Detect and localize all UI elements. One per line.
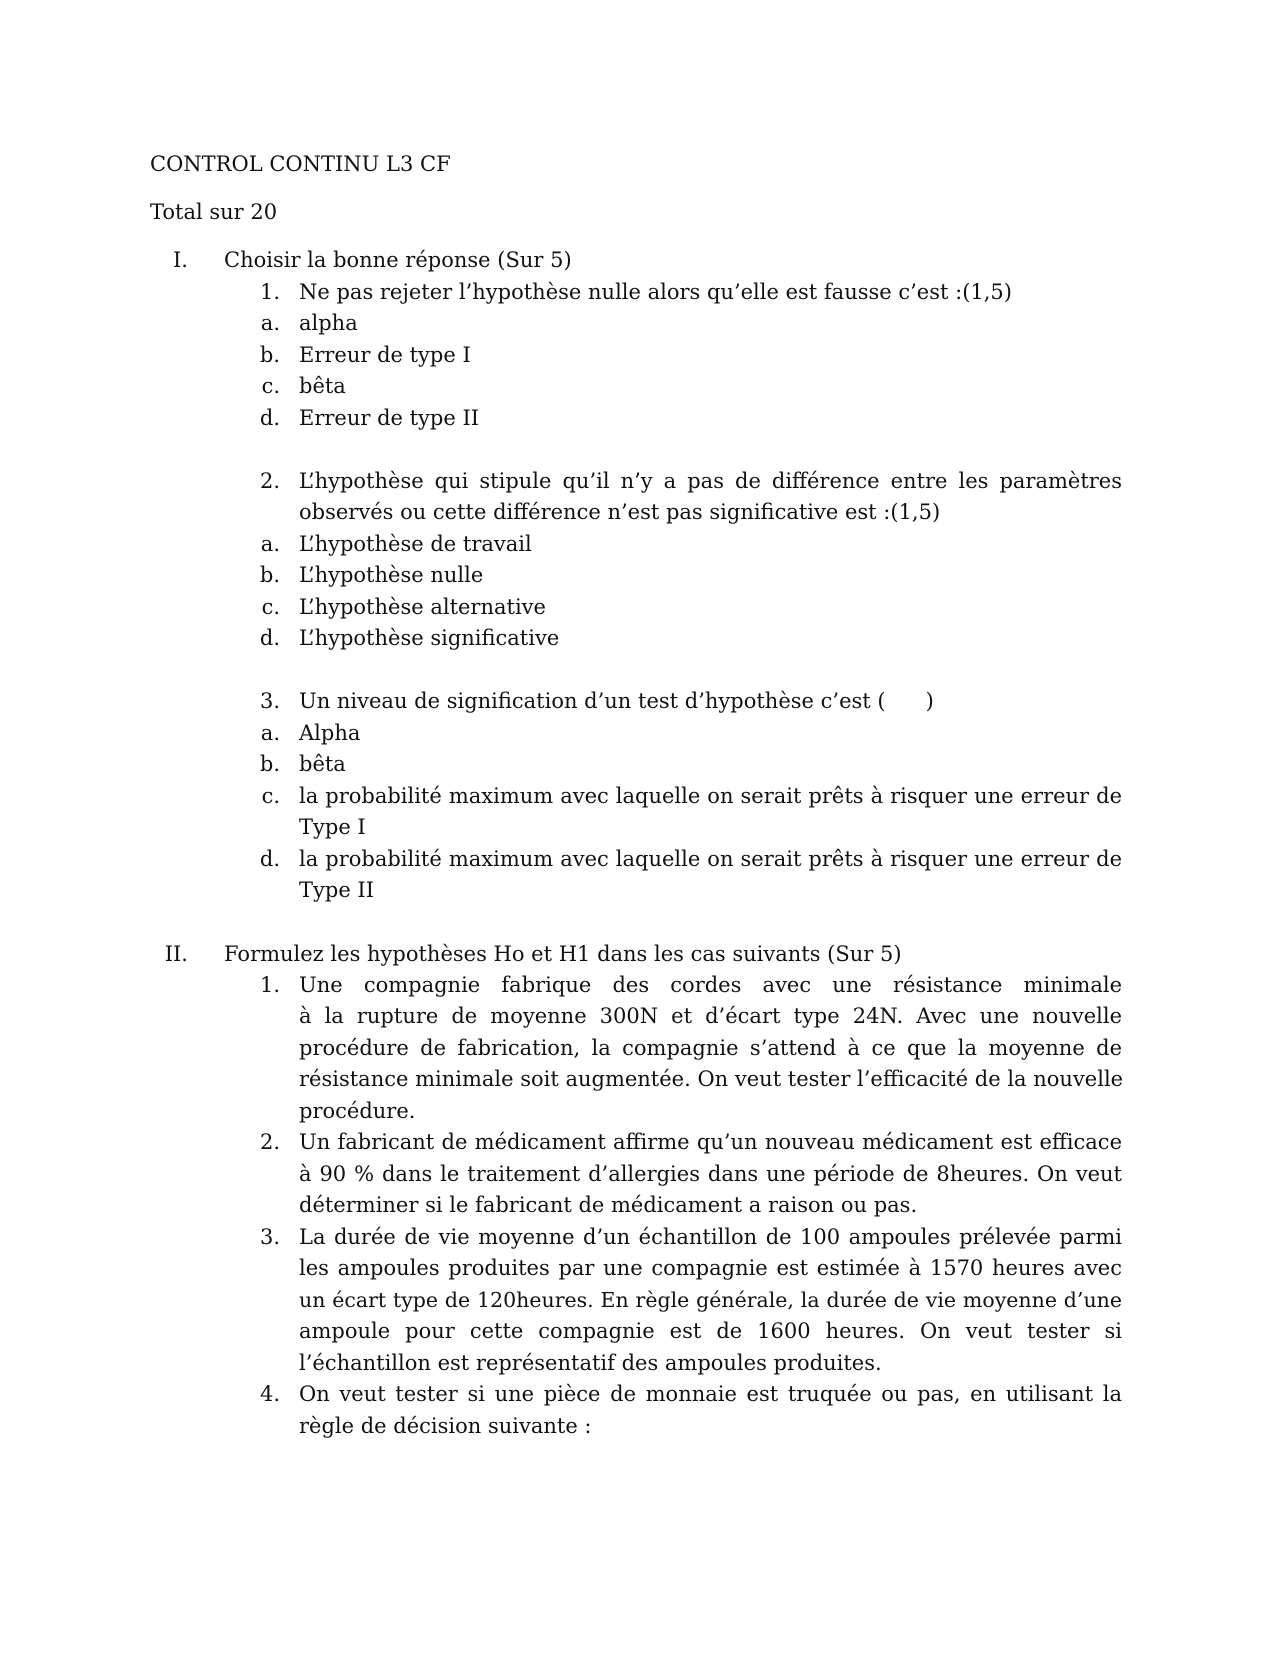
case-text-line: à la rupture de moyenne 300N et d’écart type 24N. Avec une nouvelle	[299, 1004, 1122, 1028]
case-text-line: procédure de fabrication, la compagnie s’attend à ce que la moyenne de	[299, 1036, 1122, 1060]
q1-text: Ne pas rejeter l’hypothèse nulle alors qu’elle est fausse c’est :(1,5)	[299, 280, 1012, 304]
q1-option-text: Erreur de type I	[299, 343, 471, 367]
q2-option-text: L’hypothèse significative	[299, 626, 560, 650]
case-text-line: Un fabricant de médicament affirme qu’un nouveau médicament est efficace	[299, 1130, 1122, 1154]
q1-option-letter: b.	[259, 343, 280, 367]
q2-option-text: L’hypothèse alternative	[299, 595, 546, 619]
q3-option-text: Type I	[299, 815, 366, 839]
q2-option-letter: a.	[260, 532, 280, 556]
q3-option-letter: d.	[259, 847, 280, 871]
q1-option-letter: d.	[259, 406, 280, 430]
case-number: 4.	[259, 1382, 280, 1406]
q3-option-text: Alpha	[299, 721, 361, 745]
q3-option-text: Type II	[299, 878, 375, 902]
case-text-line: l’échantillon est représentatif des ampoules produites.	[299, 1351, 882, 1375]
q2-text-line: L’hypothèse qui stipule qu’il n’y a pas de différence entre les paramètres	[299, 469, 1122, 493]
q2-option-letter: c.	[261, 595, 280, 619]
case-number: 1.	[259, 973, 280, 997]
case-text-line: résistance minimale soit augmentée. On veut tester l’efficacité de la nouvelle	[299, 1067, 1124, 1091]
q3-text: Un niveau de signification d’un test d’hypothèse c’est ( )	[299, 689, 934, 713]
document-title: CONTROL CONTINU L3 CF	[150, 152, 451, 176]
case-text-line: un écart type de 120heures. En règle générale, la durée de vie moyenne d’une	[299, 1288, 1122, 1312]
q1-option-text: bêta	[299, 374, 346, 398]
q3-option-letter: c.	[261, 784, 280, 808]
case-text-line: règle de décision suivante :	[299, 1414, 592, 1438]
q3-option-letter: b.	[259, 752, 280, 776]
q1-number: 1.	[259, 280, 280, 304]
q2-text-line: observés ou cette différence n’est pas significative est :(1,5)	[299, 500, 941, 524]
q2-option-letter: d.	[259, 626, 280, 650]
total-points: Total sur 20	[150, 200, 278, 224]
section-2-numeral: II.	[164, 942, 188, 966]
q1-option-letter: a.	[260, 311, 280, 335]
case-text-line: à 90 % dans le traitement d’allergies dans une période de 8heures. On veut	[299, 1162, 1122, 1186]
q2-option-text: L’hypothèse nulle	[299, 563, 484, 587]
case-number: 2.	[259, 1130, 280, 1154]
q3-option-text: la probabilité maximum avec laquelle on serait prêts à risquer une erreur de	[299, 847, 1122, 871]
case-text-line: On veut tester si une pièce de monnaie est truquée ou pas, en utilisant la	[299, 1382, 1122, 1406]
q3-option-letter: a.	[260, 721, 280, 745]
q2-option-letter: b.	[259, 563, 280, 587]
q2-option-text: L’hypothèse de travail	[299, 532, 532, 556]
section-2-title: Formulez les hypothèses Ho et H1 dans les cas suivants (Sur 5)	[224, 942, 902, 966]
case-number: 3.	[259, 1225, 280, 1249]
case-text-line: La durée de vie moyenne d’un échantillon de 100 ampoules prélevée parmi	[299, 1225, 1122, 1249]
case-text-line: procédure.	[299, 1099, 416, 1123]
case-text-line: déterminer si le fabricant de médicament a raison ou pas.	[299, 1193, 918, 1217]
q1-option-letter: c.	[261, 374, 280, 398]
case-text-line: Une compagnie fabrique des cordes avec une résistance minimale	[299, 973, 1122, 997]
case-text-line: ampoule pour cette compagnie est de 1600 heures. On veut tester si	[299, 1319, 1122, 1343]
q3-option-text: bêta	[299, 752, 346, 776]
case-text-line: les ampoules produites par une compagnie est estimée à 1570 heures avec	[299, 1256, 1122, 1280]
section-1-numeral: I.	[173, 248, 188, 272]
q3-option-text: la probabilité maximum avec laquelle on serait prêts à risquer une erreur de	[299, 784, 1122, 808]
q2-number: 2.	[259, 469, 280, 493]
q1-option-text: Erreur de type II	[299, 406, 480, 430]
section-1-title: Choisir la bonne réponse (Sur 5)	[224, 248, 572, 272]
q3-number: 3.	[259, 689, 280, 713]
q1-option-text: alpha	[299, 311, 358, 335]
